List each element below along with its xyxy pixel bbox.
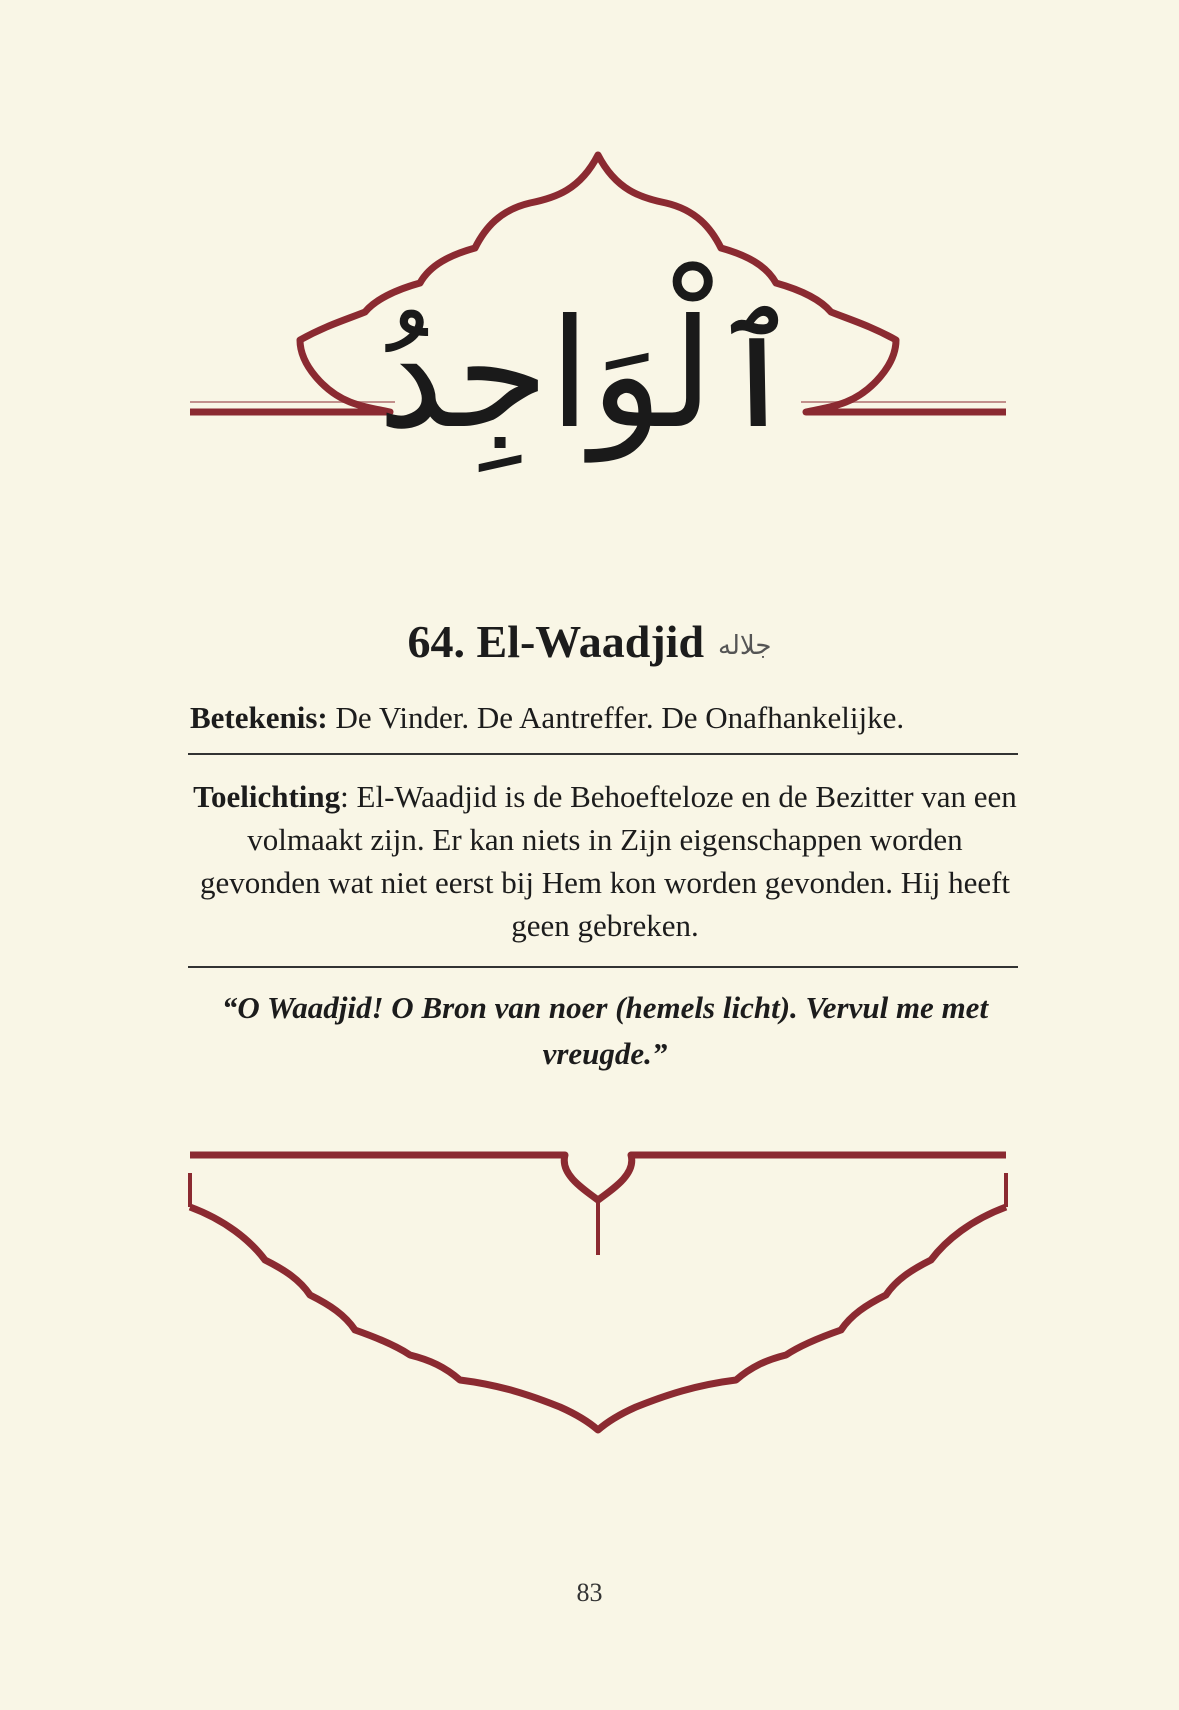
- explanation-paragraph: [190, 775, 1020, 947]
- meaning-label: Betekenis:: [190, 700, 328, 735]
- arabic-calligraphy: ٱلْوَاجِدُ: [377, 288, 802, 462]
- divider-bottom: [188, 966, 1018, 968]
- entry-title-text: 64. El-Waadjid: [407, 616, 705, 667]
- meaning-text: De Vinder. De Aantreffer. De Onafhankelijke.: [335, 700, 905, 735]
- prayer-quote: “O Waadjid! O Bron van noer (hemels licht). Vervul me met vreugde.”: [221, 990, 989, 1071]
- page-number: 83: [576, 1578, 603, 1607]
- explanation-text: : El-Waadjid is de Behoefteloze en de Bezitter van een volmaakt zijn. Er kan niets in Zijn eigenschappen worden gevonden wat niet eerst bij Hem kon worden gevonden. Hij heeft geen gebreken.: [199, 779, 1017, 943]
- bottom-ornamental-frame: [0, 1145, 1179, 1435]
- meaning-line: [190, 700, 1020, 736]
- divider-top: [188, 753, 1018, 755]
- explanation-label: Toelichting: [193, 779, 341, 814]
- entry-title: [0, 615, 1179, 668]
- honorific-glyph: جلاله: [718, 631, 772, 662]
